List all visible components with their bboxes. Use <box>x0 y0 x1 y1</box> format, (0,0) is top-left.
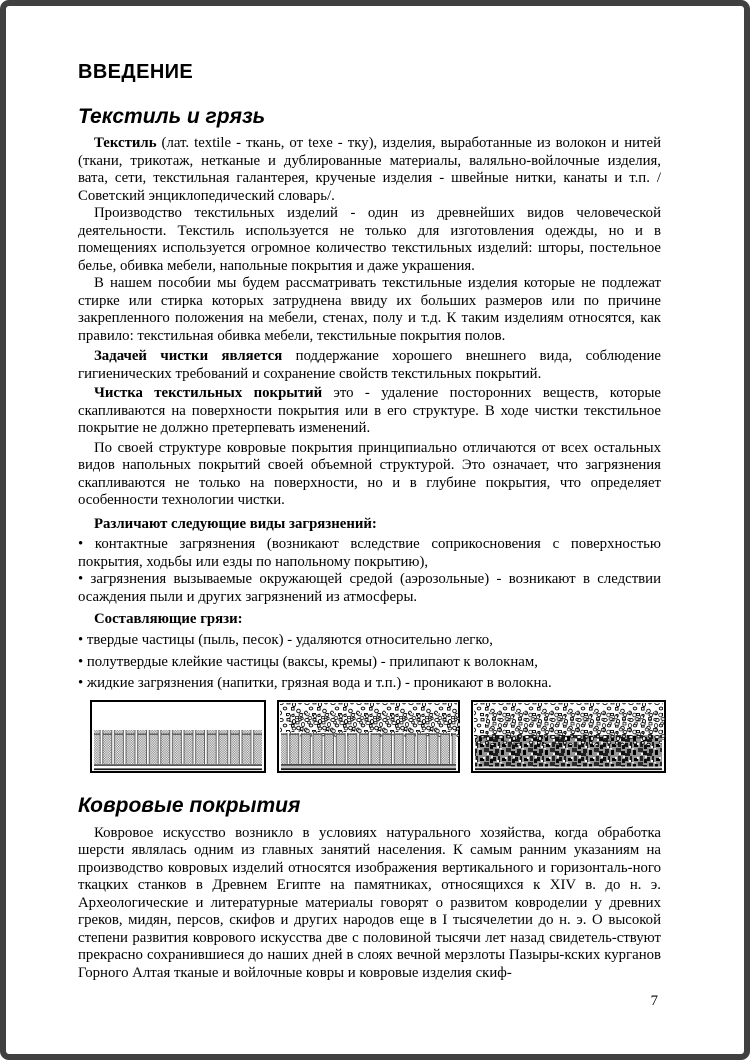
page-title: ВВЕДЕНИЕ <box>78 61 194 83</box>
surface-soiled-carpet-pile-image <box>277 700 460 773</box>
deeply-soiled-carpet-pile-image <box>471 700 666 773</box>
subheading-dirt-components: Составляющие грязи: <box>94 610 243 627</box>
bullet-item-solid-particles: • твердые частицы (пыль, песок) - удаляются относительно легко, <box>78 632 493 648</box>
subheading-dirt-types: Различают следующие виды загрязнений: <box>94 515 377 532</box>
clean-carpet-pile-image <box>90 700 266 773</box>
paragraph-cleaning-task <box>78 348 661 383</box>
paragraph-carpet-history: Ковровое искусство возникло в условиях натурального хозяйства, когда обработка шерсти являлась одним из главных занятий населения. К самым ранним указаниям на производство ковровых изделий относятся изображения вертикального и горизонталь-ного ткацких станков в Древнем Египте на памятниках, относящихся к XIV в. до н. э. Археологические и литературные материалы говорят о развитом ковроделии у древних греков, мидян, персов, скифов и других народов еще в I тысячелетии до н. э. О высокой степени развития коврового искусства две с половиной тысячи лет назад свидетель-ствуют прекрасно сохранившиеся до наших дней в слоях вечной мерзлоты Пазыры-кских курганов Горного Алтая тканые и войлочные ковры и ковровые изделия скиф- <box>78 824 661 981</box>
paragraph-lead-bold: Текстиль <box>94 135 157 151</box>
paragraph-scope-of-manual: В нашем пособии мы будем рассматривать текстильные изделия которые не подлежат стирке или стирка которых затруднена ввиду их больших размеров или по причине закрепленного положения на мебели, стенах, полу и т.д. К таким изделиям относятся, как правило: текстильная обивка мебели, текстильные покрытия полов. <box>78 275 661 344</box>
paragraph-lead-bold: Задачей чистки является <box>94 348 283 364</box>
section-heading-textile-and-dirt: Текстиль и грязь <box>78 105 266 128</box>
paragraph-text: поддержание хорошего внешнего вида, соблюдение гигиенических требований и сохранение свойств текстильных покрытий. <box>78 348 661 382</box>
paragraph-text: это - удаление посторонних веществ, которые скапливаются на поверхности покрытия или в его структуре. В ходе чистки текстильное покрытие не должно претерпевать изменений. <box>78 385 661 436</box>
paragraph-text: (лат. textile - ткань, от texe - тку), изделия, выработанные из волокон и нитей (ткани, трикотаж, нетканые и дублированные материалы, валяльно-войлочные изделия, вата, сети, текстильная галантерея, крученые изделия - швейные нитки, канаты и т.п. /Советский энциклопедический словарь/. <box>78 135 661 204</box>
figure-row-carpet-soiling-stages <box>90 700 661 773</box>
bullet-list-dirt-components <box>78 632 661 693</box>
deeply-soiled-carpet-pile-cross-section-figure <box>471 700 666 773</box>
clean-carpet-pile-cross-section-figure <box>90 700 266 773</box>
paragraph-textile-definition <box>78 135 661 205</box>
paragraph-lead-bold: Чистка текстильных покрытий <box>94 385 323 401</box>
paragraph-carpet-structure: По своей структуре ковровые покрытия принципиально отличаются от всех остальных видов напольных покрытий своей объемной структурой. Это означает, что загрязнения скапливаются не только на поверхности, но и в глубине покрытия, что определяет особенности технологии чистки. <box>78 439 661 508</box>
section-heading-carpet-coverings: Ковровые покрытия <box>78 793 301 817</box>
bullet-list-dirt-types <box>78 536 661 606</box>
paragraph-textile-production: Производство текстильных изделий - один из древнейших видов человеческой деятельности. Текстиль используется не только для изготовления одежды, но и в помещениях используется огромное количество текстильных изделий: шторы, постельное белье, обивка мебели, напольные покрытия и даже украшения. <box>78 205 661 274</box>
bullet-item-aerosol-dirt: • загрязнения вызываемые окружающей средой (аэрозольные) - возникают в следствии осаждения пыли и других загрязнений из атмосферы. <box>78 571 661 605</box>
page-number: 7 <box>650 993 658 1009</box>
bullet-item-liquid-dirt: • жидкие загрязнения (напитки, грязная вода и т.п.) - проникают в волокна. <box>78 675 552 691</box>
bullet-item-contact-dirt: • контактные загрязнения (возникают вследствие соприкосновения с поверхностью покрытия, ходьбы или езды по напольному покрытию), <box>78 536 661 570</box>
paragraph-cleaning-definition <box>78 385 661 438</box>
surface-soiled-carpet-pile-cross-section-figure <box>277 700 460 773</box>
bullet-item-semisolid-particles: • полутвердые клейкие частицы (ваксы, кремы) - прилипают к волокнам, <box>78 653 538 670</box>
